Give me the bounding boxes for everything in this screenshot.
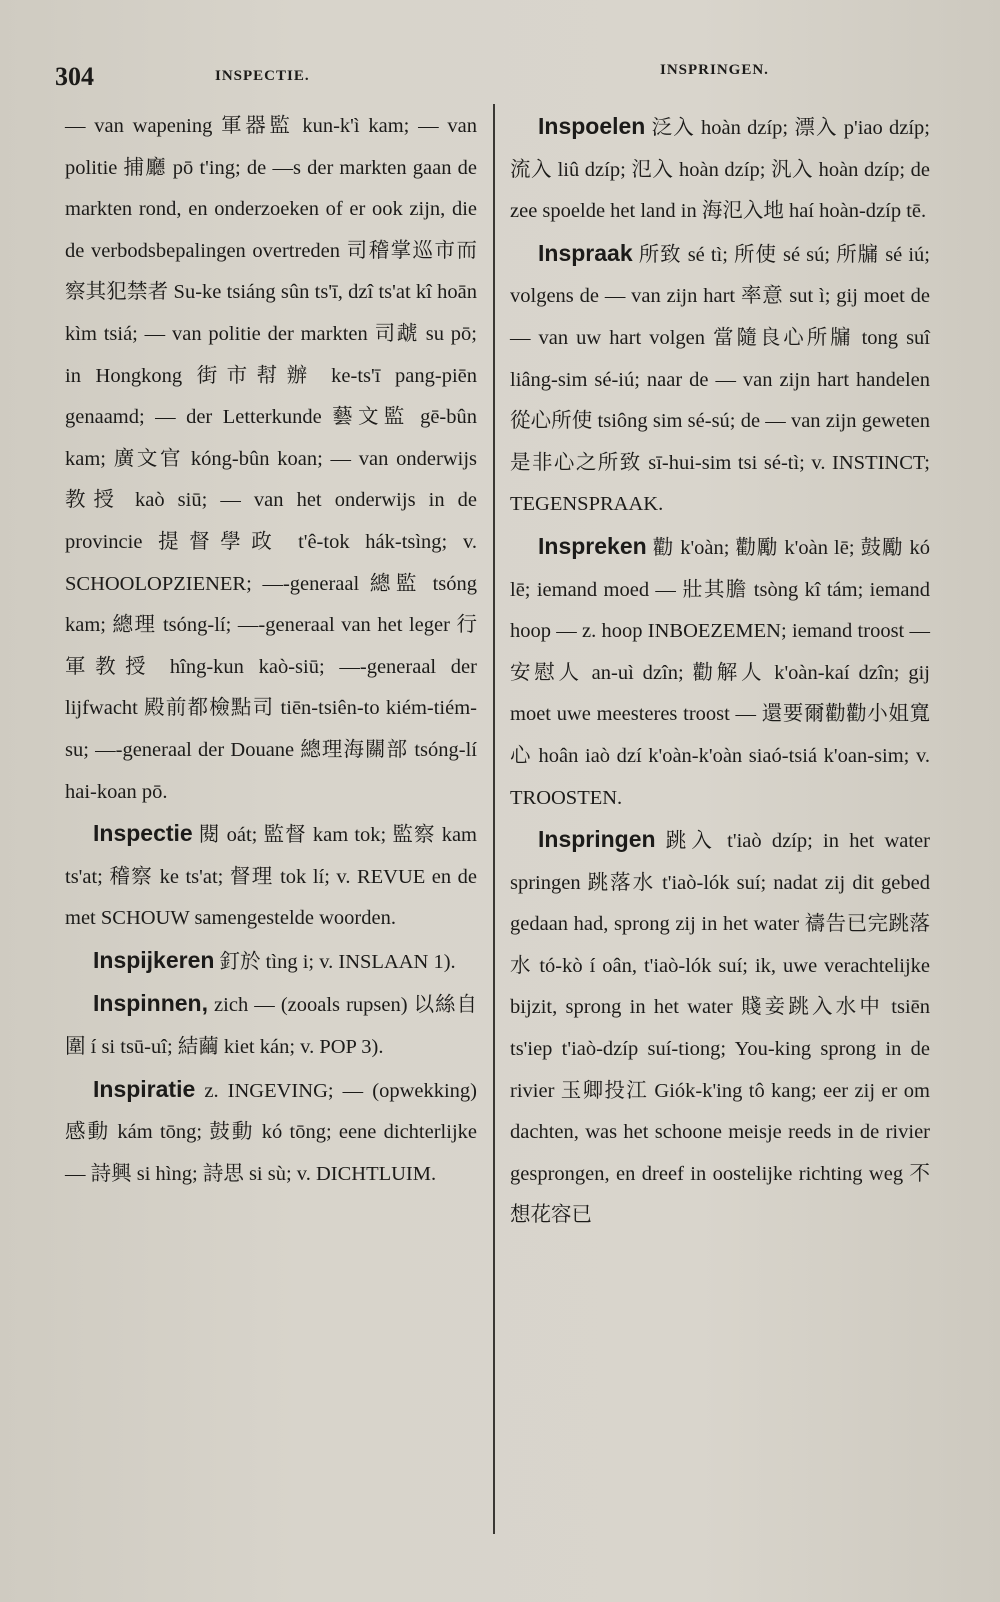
entry-headword: Inspiratie [93,1075,196,1102]
entry-text: z. INGEVING; — (opwekking) 感動 kám tōng; 鼓動 kó tōng; eene dichterlijke — 詩興 si hìng; 詩思 si sù; v. DICHTLUIM. [65,1079,477,1185]
column-divider [493,104,495,1534]
entry-headword: Inspinnen, [93,990,208,1017]
right-column [510,106,930,1237]
entry-continuation [65,106,477,813]
entry-headword: Inspringen [538,826,656,853]
entry-inspoelen [510,106,930,233]
entry-text: — van wapening 軍器監 kun-k'ì kam; — van politie 捕廳 pō t'ing; de —s der markten gaan de markten rond, en onderzoeken of er ook zijn, die de verbodsbepalingen overtreden 司稽掌巡市而察其犯禁者 Su-ke tsiáng sûn ts'ī, dzî ts'at kî hoān kìm tsiá; — van politie der markten 司虣 su pō; in Hongkong 街市幇辦 ke-ts'ī pang-piēn genaamd; — der Letterkunde 藝文監 gē-bûn kam; 廣文官 kóng-bûn koan; — van onderwijs 教授 kaò siū; — van het onderwijs in de provincie 提督學政 t'ê-tok hák-tsìng; v. SCHOOLOPZIENER; —-generaal 總監 tsóng kam; 總理 tsóng-lí; —-generaal van het leger 行軍教授 hîng-kun kaò-siū; —-generaal der lijfwacht 殿前都檢點司 tiēn-tsiên-to kiém-tiém-su; —-generaal der Douane 總理海關部 tsóng-lí hai-koan pō. [65,115,477,803]
entry-inspinnen [65,983,477,1068]
left-column [65,106,477,1195]
entry-text: 勸 k'oàn; 勸勵 k'oàn lē; 鼓勵 kó lē; iemand moed — 壯其膽 tsòng kî tám; iemand hoop — z. hoop INBOEZEMEN; iemand troost — 安慰人 an-uì dzîn; 勸解人 k'oàn-kaí dzîn; gij moet uwe meesteres troost — 還要爾勸勸小姐寬心 hoân iaò dzí k'oàn-k'oàn siaó-tsiá k'oan-sim; v. TROOSTEN. [510,536,930,809]
running-head-right: INSPRINGEN. [660,62,769,78]
entry-headword: Inspraak [538,239,633,266]
entry-inspectie [65,813,477,940]
entry-headword: Inspijkeren [93,946,215,973]
running-head-left: INSPECTIE. [215,68,310,84]
entry-headword: Inspectie [93,820,193,847]
entry-inspringen [510,819,930,1237]
entry-text: 所致 sé tì; 所使 sé sú; 所牖 sé iú; volgens de — van zijn hart 率意 sut ì; gij moet de — van uw hart volgen 當隨良心所牖 tong suî liâng-sim sé-iú; naar de — van zijn hart handelen 從心所使 tsiông sim sé-sú; de — van zijn geweten 是非心之所致 sī-hui-sim tsi sé-tì; v. INSTINCT; TEGENSPRAAK. [510,243,930,516]
page-header [0,62,1000,92]
entry-inspijkeren [65,940,477,984]
entry-text: 釘於 tìng i; v. INSLAAN 1). [214,950,456,973]
entry-inspraak [510,233,930,526]
entry-headword: Inspoelen [538,113,646,139]
entry-inspreken [510,526,930,819]
entry-text: 泛入 hoàn dzíp; 漂入 p'iao dzíp; 流入 liû dzíp; 氾入 hoàn dzíp; 汎入 hoàn dzíp; de zee spoelde het land in 海氾入地 haí hoàn-dzíp tē. [510,117,930,223]
entry-inspiratie [65,1069,477,1196]
page-number: 304 [55,62,94,91]
entry-text: zich — (zooals rupsen) 以絲自圍 í si tsū-uî; 結繭 kiet kán; v. POP 3). [65,994,477,1059]
entry-headword: Inspreken [538,532,647,559]
entry-text: 跳入 t'iaò dzíp; in het water springen 跳落水 t'iaò-lók suí; nadat zij dit gebed gedaan had, sprong zij in het water 禱告已完跳落水 tó-kò í oân, t'iaò-lók suí; ik, uwe verachtelijke bijzit, sprong in het water 賤妾跳入水中 tsiēn ts'iep t'iaò-dzíp suí-tiong; You-king sprong in de rivier 玉卿投江 Giók-k'ing tô kang; eer zij er om dachten, was het schoone meisje reeds in de rivier gesprongen, en dreef in oostelijke richting weg 不想花容已 [510,830,930,1227]
entry-text: 閱 oát; 監督 kam tok; 監察 kam ts'at; 稽察 ke ts'at; 督理 tok lí; v. REVUE en de met SCHOUW samengestelde woorden. [65,824,477,930]
